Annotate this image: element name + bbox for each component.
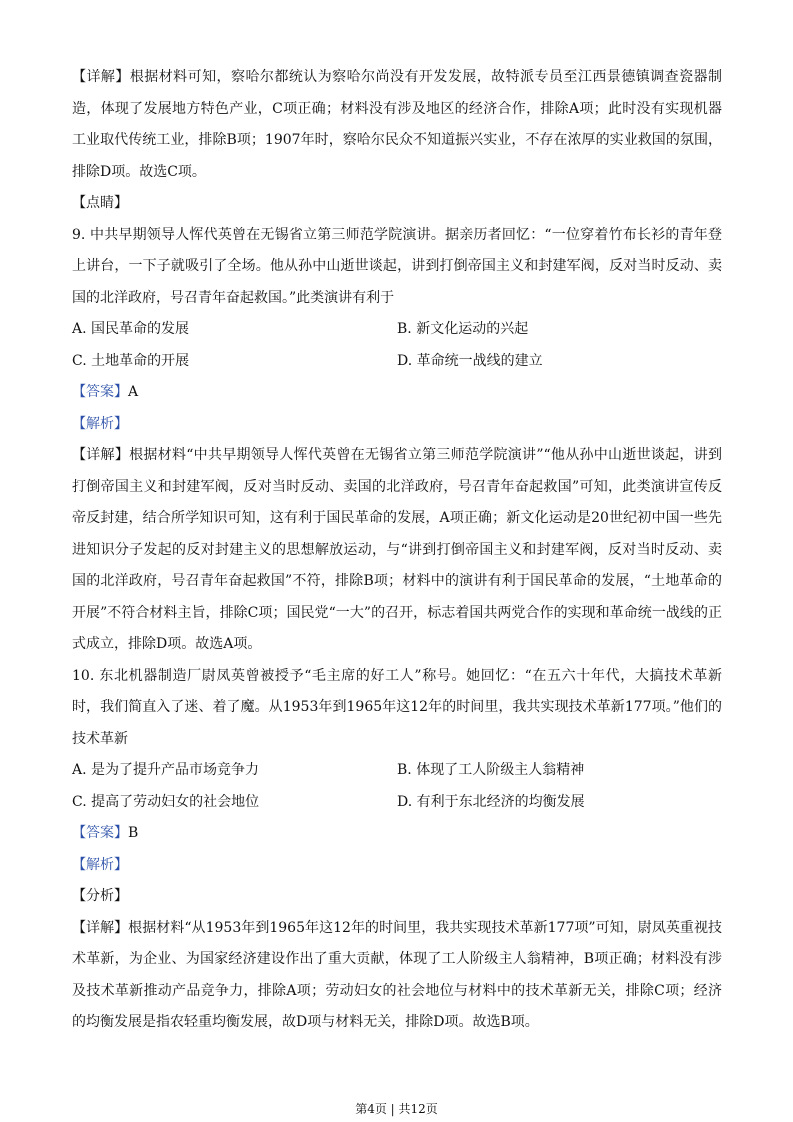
q9-detail: 【详解】根据材料“中共早期领导人恽代英曾在无锡省立第三师范学院演讲”“他从孙中山逝世谈起，讲到打倒帝国主义和封建军阀，反对当时反动、卖国的北洋政府，号召青年奋起救国”可知，此类演讲宣传反帝反封建，结合所学知识可知，这有利于国民革命的发展，A项正确；新文化运动是20世纪初中国一些先进知识分子发起的反对封建主义的思想解放运动，与“讲到打倒帝国主义和封建军阀，反对当时反动、卖国的北洋政府，号召青年奋起救国”不符，排除B项；材料中的演讲有利于国民革命的发展，“土地革命的开展”不符合材料主旨，排除C项；国民党“一大”的召开，标志着国共两党合作的实现和革命统一战线的正式成立，排除D项。故选A项。 — [72, 447, 722, 652]
document-page — [72, 62, 722, 1039]
q9-answer-label: 【答案】 — [72, 384, 128, 400]
q10-answer-value: B — [128, 825, 139, 841]
q10-fenxi-label: 【分析】 — [72, 888, 128, 904]
q9-analysis-label: 【解析】 — [72, 415, 128, 432]
q8-detail: 【详解】根据材料可知，察哈尔都统认为察哈尔尚没有开发发展，故特派专员至江西景德镇调查瓷器制造，体现了发展地方特色产业，C项正确；材料没有涉及地区的经济合作，排除A项；此时没有实现机器工业取代传统工业，排除B项；1907年时，察哈尔民众不知道振兴实业，不存在浓厚的实业救国的氛围，排除D项。故选C项。 — [72, 69, 722, 180]
q10-option-c: C. 提高了劳动妇女的社会地位 — [72, 793, 260, 810]
q9-stem: 9. 中共早期领导人恽代英曾在无锡省立第三师范学院演讲。据亲历者回忆：“一位穿着竹布长衫的青年登上讲台，一下子就吸引了全场。他从孙中山逝世谈起，讲到打倒帝国主义和封建军阀，反对当时反动、卖国的北洋政府，号召青年奋起救国。”此类演讲有利于 — [72, 226, 722, 306]
q9-answer — [72, 377, 722, 409]
q9-option-d: D. 革命统一战线的建立 — [397, 352, 543, 369]
q10-stem: 10. 东北机器制造厂尉凤英曾被授予“毛主席的好工人”称号。她回忆：“在五六十年代，大搞技术革新时，我们简直入了迷、着了魔。从1953年到1965年这12年的时间里，我共实现技术革新177项。”他们的技术革新 — [72, 667, 722, 747]
q10-options-row-2 — [72, 787, 722, 819]
q10-options-row-1 — [72, 755, 722, 787]
q10-analysis-label: 【解析】 — [72, 856, 128, 873]
q10-option-d: D. 有利于东北经济的均衡发展 — [397, 793, 585, 810]
q9-option-c: C. 土地革命的开展 — [72, 352, 190, 369]
q10-answer-label: 【答案】 — [72, 825, 128, 841]
q9-option-a: A. 国民革命的发展 — [72, 321, 190, 337]
q9-options-row-2 — [72, 346, 722, 378]
q9-options-row-1 — [72, 314, 722, 346]
page-footer: 第4页 | 共12页 — [355, 1102, 438, 1116]
q8-dianjing-label: 【点睛】 — [72, 195, 128, 211]
q10-option-b: B. 体现了工人阶级主人翁精神 — [397, 762, 585, 778]
q9-option-b: B. 新文化运动的兴起 — [397, 321, 529, 337]
q9-answer-value: A — [128, 384, 139, 400]
q10-detail: 【详解】根据材料“从1953年到1965年这12年的时间里，我共实现技术革新177项”可知，尉凤英重视技术革新，为企业、为国家经济建设作出了重大贡献，体现了工人阶级主人翁精神，B项正确；材料没有涉及技术革新推动产品竞争力，排除A项；劳动妇女的社会地位与材料中的技术革新无关，排除C项；经济的均衡发展是指农轻重均衡发展，故D项与材料无关，排除D项。故选B项。 — [72, 919, 722, 1030]
q10-answer — [72, 818, 722, 850]
q10-option-a: A. 是为了提升产品市场竞争力 — [72, 762, 260, 778]
